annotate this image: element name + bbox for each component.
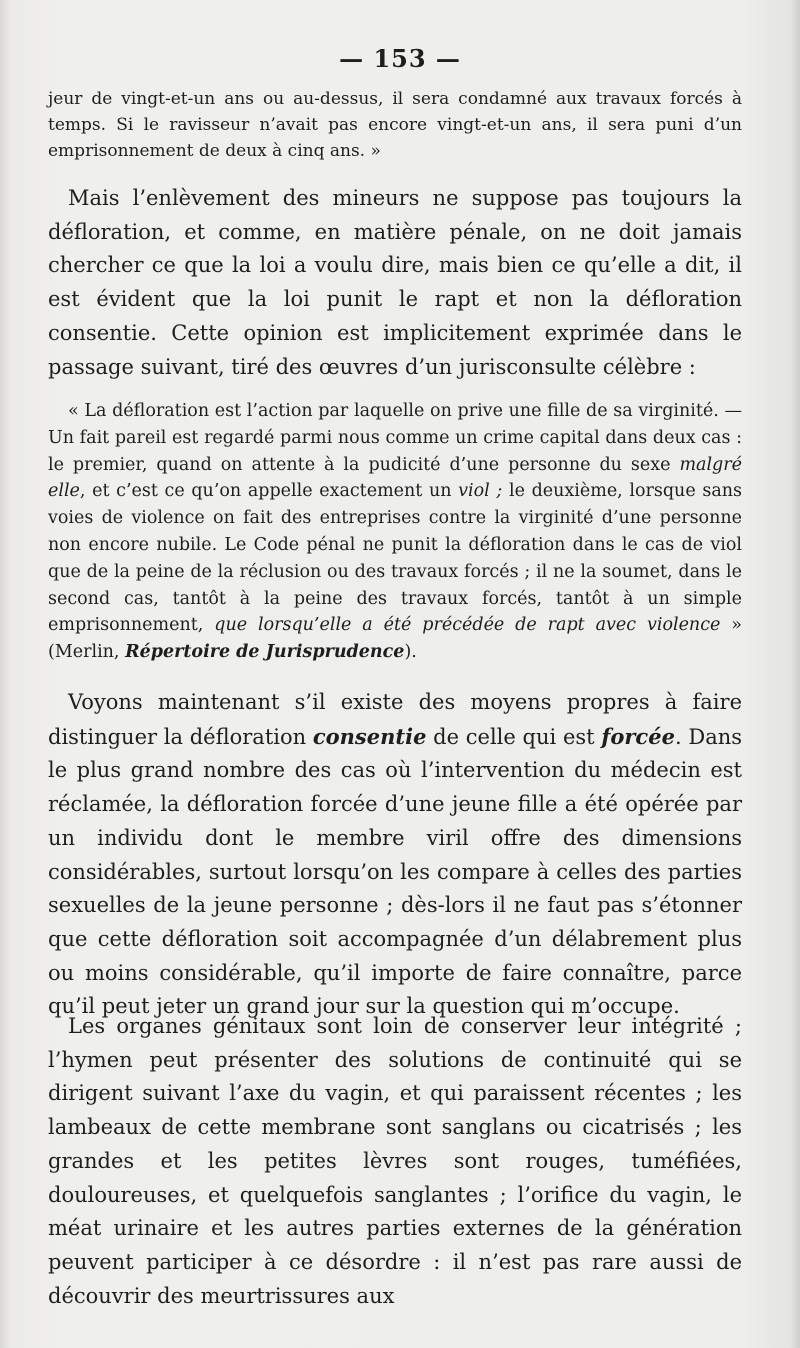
quotation-merlin (48, 398, 742, 666)
quote-part: le deuxième, lorsque sans voies de violence on fait des entreprises contre la virginité d’une personne non encore nubile. Le Code pénal ne punit la défloration dans le cas de viol que de la peine de la réclusion ou des travaux forcés ; il ne la soumet, dans le second cas, tantôt à la peine des travaux forcés, tantôt à un simple emprisonnement, (48, 481, 742, 636)
citation-title: Répertoire de Jurisprudence (125, 642, 405, 663)
quote-italic: que lorsqu’elle a été précédée de rapt avec violence (214, 615, 721, 636)
paragraph-part: de celle qui est (426, 724, 602, 749)
quote-part: « La défloration est l’action par laquelle on prive une fille de sa virginité. —Un fait pareil est regardé parmi nous comme un crime capital dans deux cas : le premier, quand on attente à la pudicité d’une personne du sexe (48, 401, 742, 475)
quote-italic: viol ; (458, 481, 503, 502)
paragraph-5-text: Les organes génitaux sont loin de conserver leur intégrité ; l’hymen peut présenter des solutions de continuité qui se dirigent suivant l’axe du vagin, et qui paraissent récentes ; les lambeaux de cette membrane sont sanglans ou cicatrisés ; les grandes et les petites lèvres sont rouges, tuméfiées, douloureuses, et quelquefois sanglantes ; l’orifice du vagin, le méat urinaire et les autres parties externes de la génération peuvent participer à ce désordre : il n’est pas rare aussi de découvrir des meurtrissures aux (48, 1014, 742, 1308)
quote-italic: malgré elle (48, 454, 742, 502)
paragraph-4 (48, 686, 742, 1024)
paragraph-1 (48, 86, 742, 164)
paragraph-2-text: Mais l’enlèvement des mineurs ne suppose pas toujours la défloration, et comme, en matière pénale, on ne doit jamais chercher ce que la loi a voulu dire, mais bien ce qu’elle a dit, il est évident que la loi punit le rapt et non la défloration consentie. Cette opinion est implicitement exprimée dans le passage suivant, tiré des œuvres d’un jurisconsulte célèbre : (48, 186, 742, 379)
quote-part: , et c’est ce qu’on appelle exactement un (79, 481, 459, 502)
quote-part: » (Merlin, (48, 615, 742, 663)
paragraph-2 (48, 182, 742, 384)
paragraph-part: Voyons maintenant s’il existe des moyens propres à faire distinguer la défloration (48, 690, 742, 749)
page-number: — 153 — (339, 44, 461, 73)
quotation-text (48, 398, 742, 666)
quote-part: ). (404, 642, 417, 663)
paragraph-1-text: jeur de vingt-et-un ans ou au-dessus, il sera condamné aux travaux forcés à temps. Si le ravisseur n’avait pas encore vingt-et-un ans, il sera puni d’un emprisonnement de deux à cinq ans. » (48, 89, 742, 161)
paragraph-part: . Dans le plus grand nombre des cas où l’intervention du médecin est réclamée, la défloration forcée d’une jeune fille a été opérée par un individu dont le membre viril offre des dimensions considérables, surtout lorsqu’on les compare à celles des parties sexuelles de la jeune personne ; dès-lors il ne faut pas s’étonner que cette défloration soit accompagnée d’un délabrement plus ou moins considérable, qu’il importe de faire connaître, parce qu’il peut jeter un grand jour sur la question qui m’occupe. (48, 724, 743, 1019)
emphasis-consentie: consentie (312, 723, 427, 749)
paragraph-4-text (48, 686, 742, 1024)
emphasis-forcee: forcée (601, 723, 675, 749)
paragraph-5 (48, 1010, 742, 1313)
